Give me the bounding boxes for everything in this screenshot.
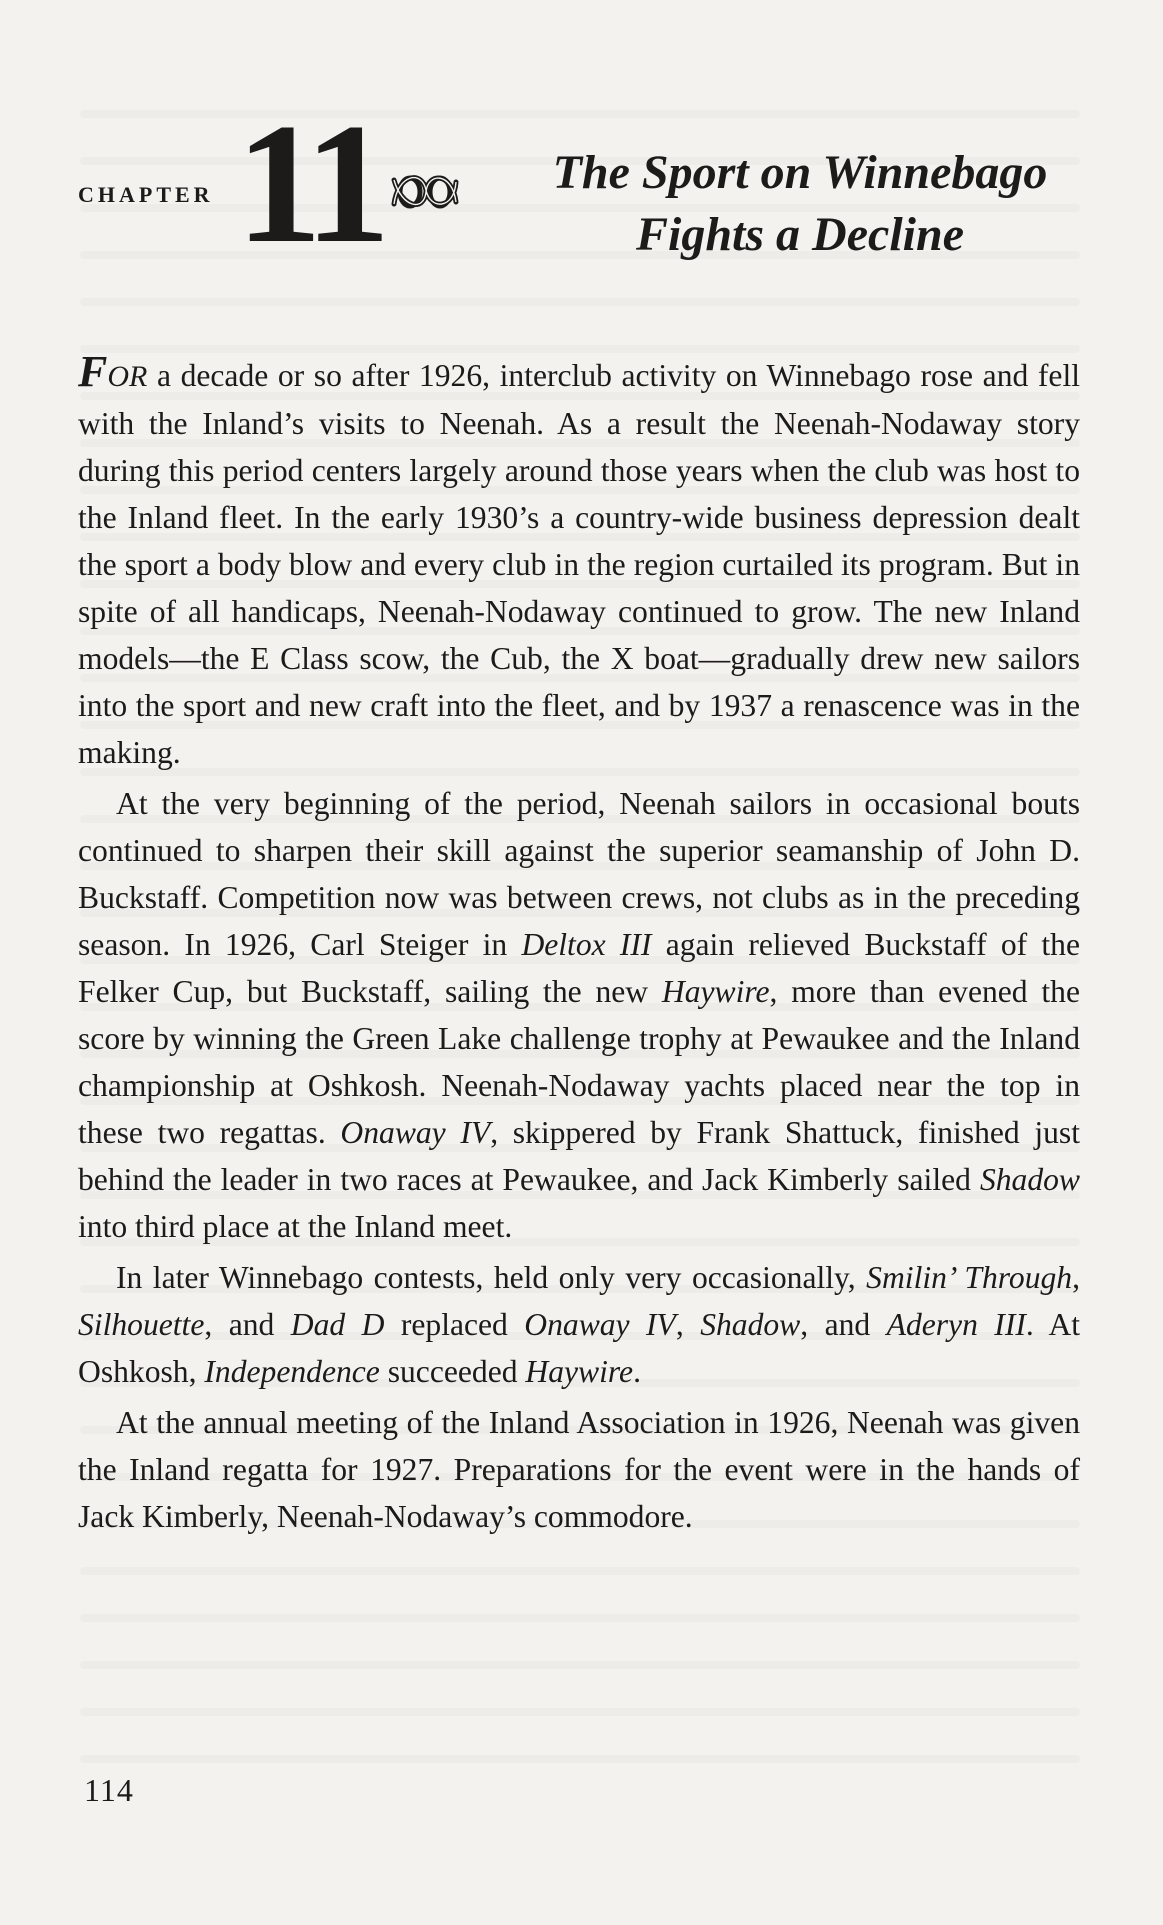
paragraph bbox=[78, 348, 1080, 776]
text-run: . bbox=[633, 1354, 641, 1389]
text-run: , and bbox=[204, 1307, 291, 1342]
paragraph bbox=[78, 780, 1080, 1250]
italic-text: Haywire bbox=[525, 1354, 634, 1389]
italic-text: Deltox III bbox=[521, 927, 652, 962]
dropcap: F bbox=[78, 347, 108, 396]
italic-text: Shadow bbox=[700, 1307, 801, 1342]
italic-text: Dad D bbox=[290, 1307, 385, 1342]
italic-text: Independence bbox=[204, 1354, 380, 1389]
text-run: into third place at the Inland meet. bbox=[78, 1209, 513, 1244]
text-run: replaced bbox=[384, 1307, 525, 1342]
rope-knot-icon bbox=[388, 164, 462, 220]
chapter-number: 11 bbox=[236, 89, 383, 279]
italic-text: Haywire bbox=[661, 974, 770, 1009]
chapter-label: CHAPTER bbox=[78, 182, 214, 207]
italic-text: Aderyn III bbox=[886, 1307, 1026, 1342]
italic-text: Smilin’ Through bbox=[866, 1260, 1073, 1295]
paragraph bbox=[78, 1254, 1080, 1395]
italic-text: Onaway IV bbox=[340, 1115, 491, 1150]
italic-text: Silhouette bbox=[78, 1307, 205, 1342]
text-run: , skippered by Frank Shattuck, finished just behind the leader in two races at Pewaukee, and Jack Kimberly sailed bbox=[78, 1115, 1081, 1197]
text-run: a decade or so after 1926, interclub activity on Winnebago rose and fell with the Inland’s visits to Neenah. As a result the Neenah-Nodaway story during this period centers largely around those years when the club was host to the Inland fleet. In the early 1930’s a country-wide business depression dealt the sport a body blow and every club in the region curtailed its program. But in spite of all handicaps, Neenah-Nodaway continued to grow. The new Inland models—the E Class scow, the Cub, the X boat—gradually drew new sailors into the sport and new craft into the fleet, and by 1937 a renascence was in the making. bbox=[78, 358, 1080, 770]
text-run: , bbox=[675, 1307, 701, 1342]
bleed-line bbox=[80, 1567, 1080, 1575]
bleed-line bbox=[80, 1708, 1080, 1716]
text-run: again relieved Buckstaff of the Felker Cup, but Buckstaff, sailing the new bbox=[78, 927, 1080, 1009]
text-run: , bbox=[1072, 1260, 1080, 1295]
body-text bbox=[78, 348, 1080, 1540]
page-number: 114 bbox=[84, 1772, 134, 1808]
bleed-line bbox=[80, 298, 1080, 306]
text-run: , and bbox=[800, 1307, 887, 1342]
italic-text: Shadow bbox=[979, 1162, 1080, 1197]
text-run: succeeded bbox=[379, 1354, 526, 1389]
smallcap: OR bbox=[107, 360, 148, 393]
bleed-line bbox=[80, 110, 1080, 118]
chapter-title bbox=[470, 142, 1130, 266]
bleed-line bbox=[80, 1755, 1080, 1763]
chapter-header bbox=[78, 89, 1083, 279]
text-run: . At Oshkosh, bbox=[78, 1307, 1081, 1389]
chapter-title-line-2: Fights a Decline bbox=[635, 208, 964, 261]
text-run: , more than evened the score by winning the Green Lake challenge trophy at Pewaukee and the Inland championship at Oshkosh. Neenah-Nodaway yachts placed near the top in these two regattas. bbox=[78, 974, 1080, 1150]
text-run: At the very beginning of the period, Neenah sailors in occasional bouts continued to sharpen their skill against the superior seamanship of John D. Buckstaff. Competition now was between crews, not clubs as in the preceding season. In 1926, Carl Steiger in bbox=[78, 786, 1080, 962]
text-run: In later Winnebago contests, held only very occasionally, bbox=[116, 1260, 867, 1295]
italic-text: Onaway IV bbox=[524, 1307, 676, 1342]
chapter-title-line-1: The Sport on Winnebago bbox=[552, 146, 1048, 199]
paragraph bbox=[78, 1399, 1080, 1540]
text-run: At the annual meeting of the Inland Association in 1926, Neenah was given the Inland regatta for 1927. Preparations for the event were in the hands of Jack Kimberly, Neenah-Nodaway’s commodore. bbox=[78, 1405, 1080, 1534]
bleed-line bbox=[80, 1661, 1080, 1669]
bleed-line bbox=[80, 1614, 1080, 1622]
